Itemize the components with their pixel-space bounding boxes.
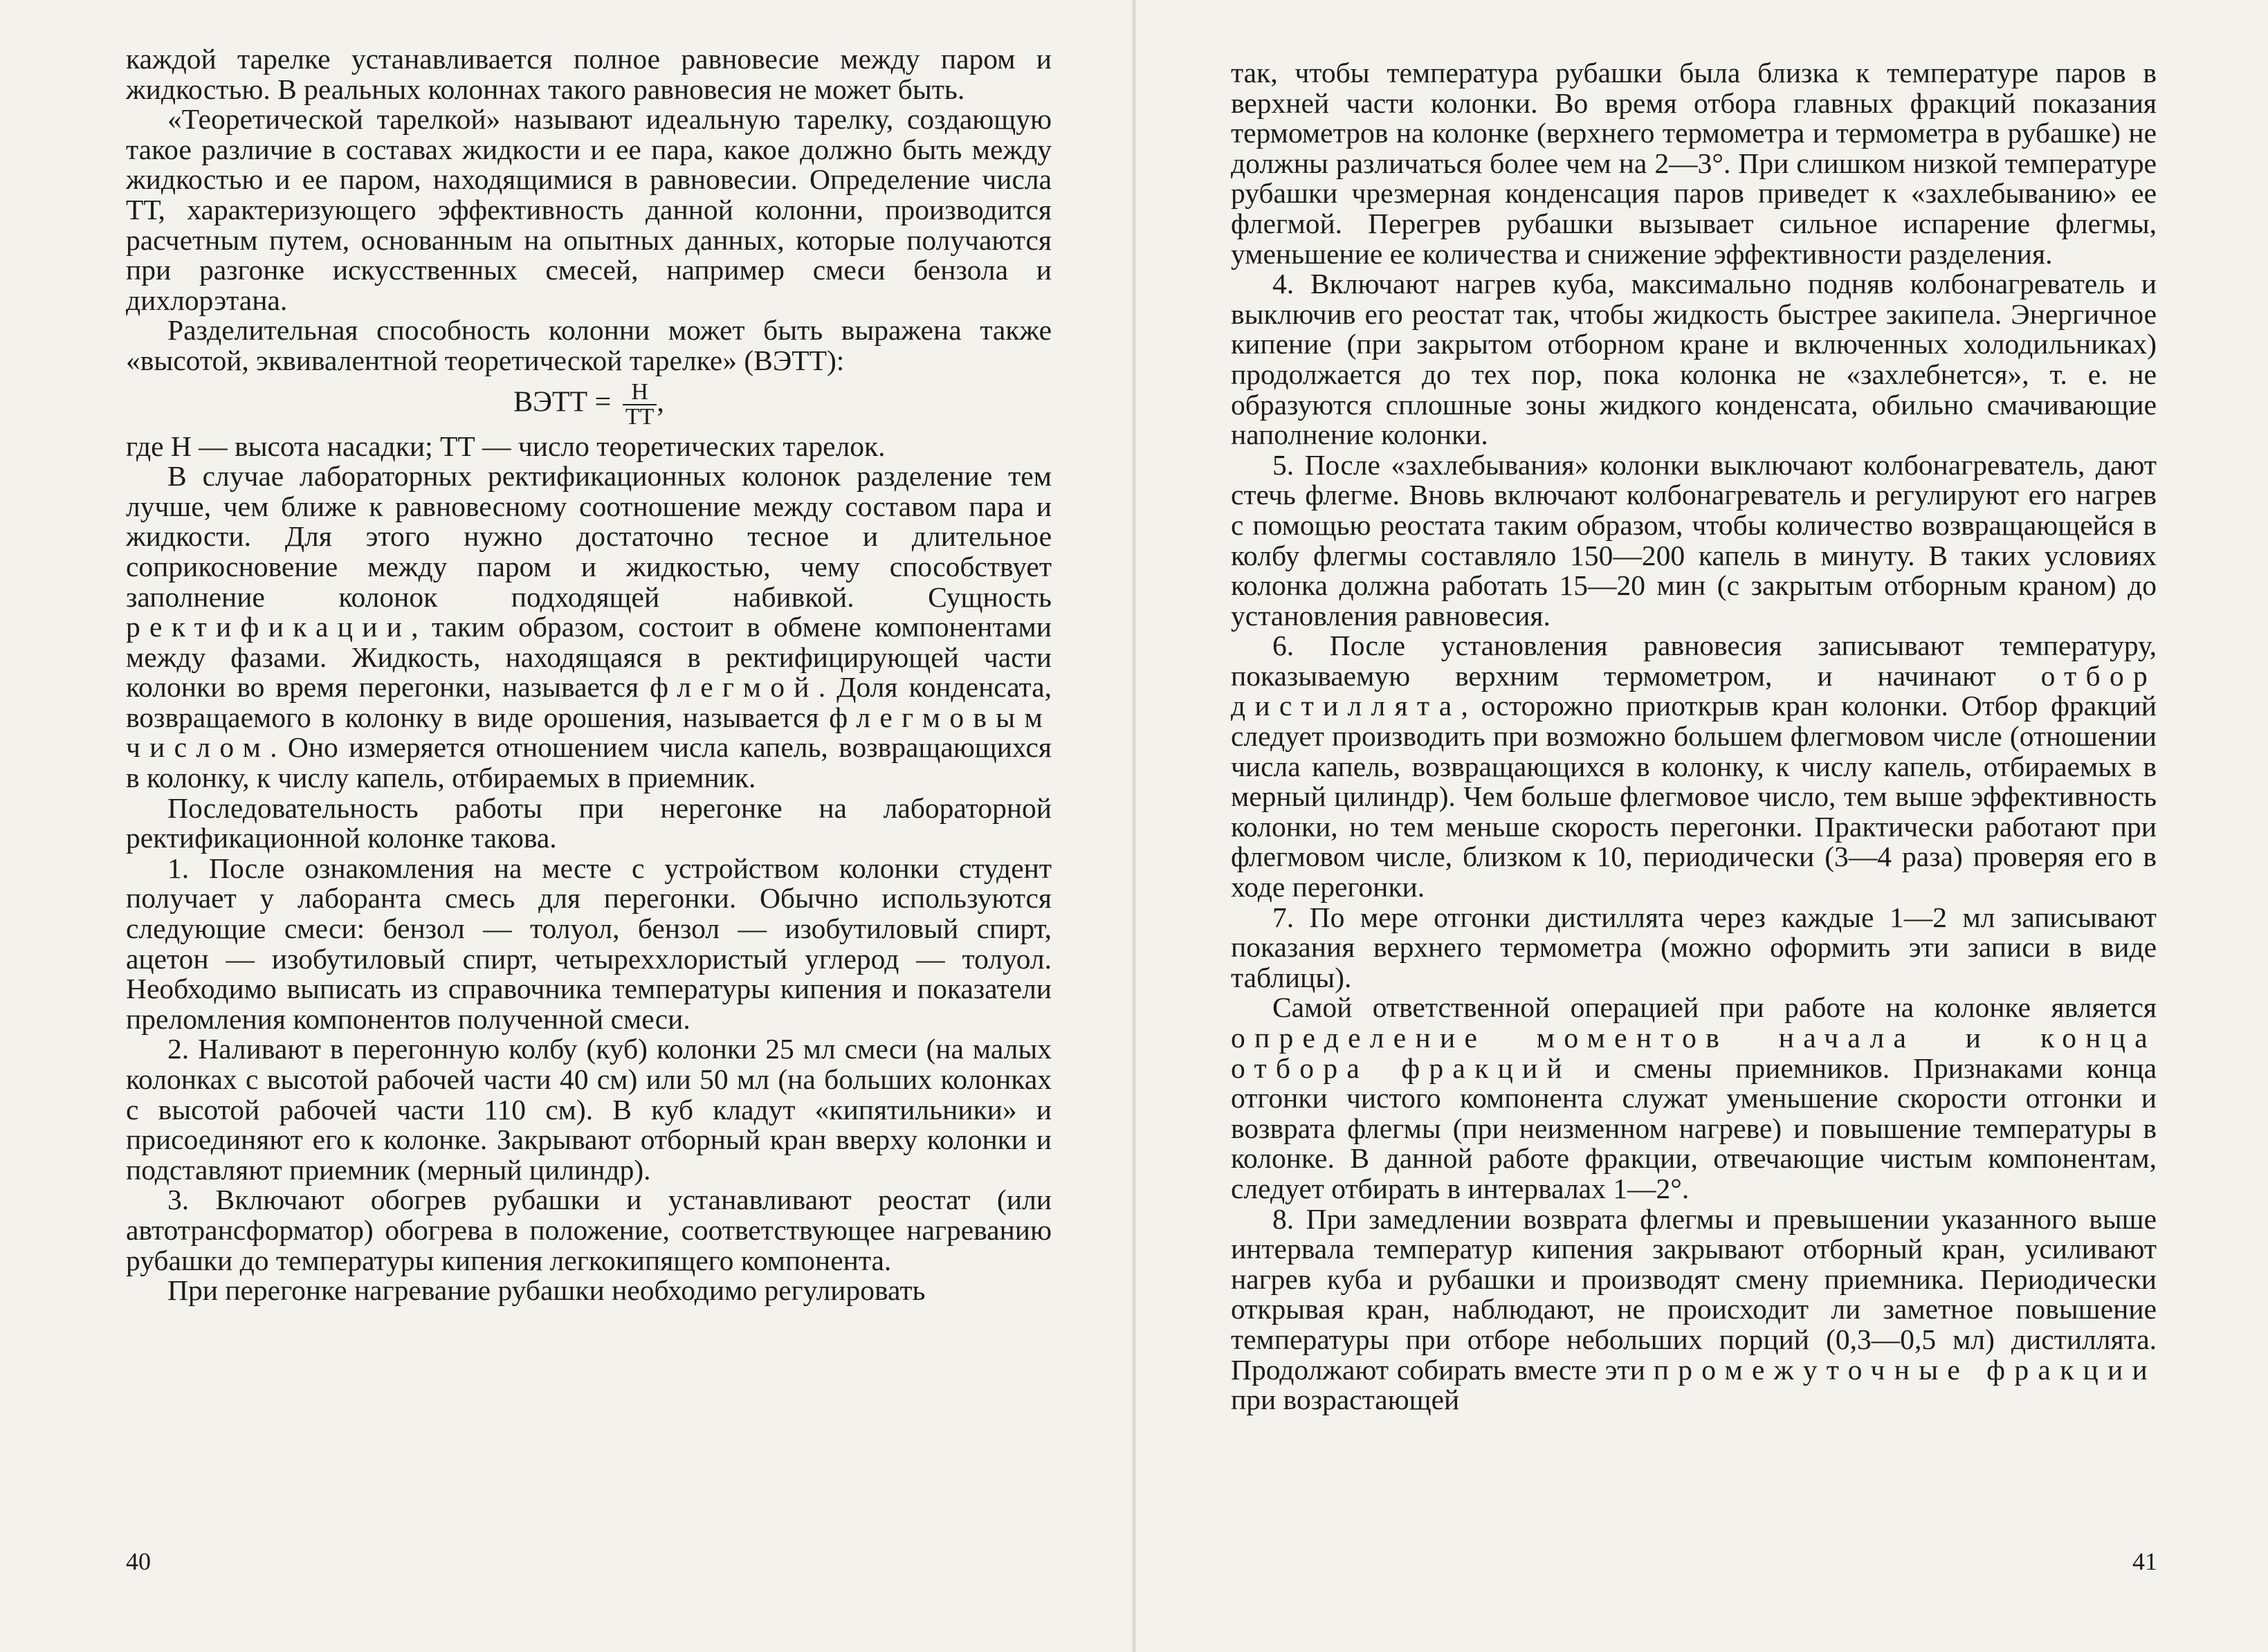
emphasized-term: промежуточные фракции — [1653, 1353, 2157, 1386]
emphasized-term: ректификации — [126, 611, 412, 643]
text-run: 6. После установления равновесия записывают температуру, показываемую верхним термометром, и начинают — [1231, 630, 2157, 692]
formula — [126, 380, 1052, 429]
left-text-column — [126, 44, 1052, 1306]
right-page — [1134, 0, 2268, 1652]
formula-numerator: Н — [623, 380, 657, 405]
step-item: 7. По мере отгонки дистиллята через каждые 1—2 мл записывают показания верхнего термометра (можно оформить эти записи в виде таблицы). — [1231, 901, 2157, 993]
paragraph: При перегонке нагревание рубашки необходимо регулировать — [167, 1274, 926, 1307]
right-text-column — [1231, 58, 2157, 1415]
text-run: . Оно измеряется отношением числа капель, возвращающихся в колонку, к числу капель, отбираемых в приемник. — [126, 731, 1052, 794]
emphasized-term: определение моментов начала и конца отбора фракций — [1231, 1022, 2157, 1084]
paragraph: Разделительная способность колонни может быть выражена также «высотой, эквивалентной теоретической тарелке» (ВЭТТ): — [126, 314, 1052, 376]
step-item: 5. После «захлебывания» колонки выключают колбонагреватель, дают стечь флегме. Вновь включают колбонагреватель и регулируют его нагрев с помощью реостата таким образом, чтобы количество возвращающейся в колбу флегмы составляло 150—200 капель в минуту. В таких условиях колонка должна работать 15—20 мин (с закрытым отборным краном) до установления равновесия. — [1231, 448, 2157, 632]
formula-note: где Н — высота насадки; ТТ — число теоретических тарелок. — [126, 430, 886, 462]
text-run: Самой ответственной операцией при работе на колонке является — [1272, 991, 2157, 1024]
step-item: 1. После ознакомления на месте с устройством колонки студент получает у лаборанта смесь для перегонки. Обычно используются следующие смеси: бензол — толуол, бензол — изобутиловый спирт, ацетон — изобутиловый спирт, четыреххлористый углерод — толуол. Необходимо выписать из справочника температуры кипения и показатели преломления компонентов полученной смеси. — [126, 852, 1052, 1035]
paragraph: Последовательность работы при нерегонке на лабораторной ректификационной колонке такова. — [126, 791, 1052, 854]
step-item: 3. Включают обогрев рубашки и устанавливают реостат (или автотрансформатор) обогрева в положение, соответствующее нагреванию рубашки до температуры кипения легкокипящего компонента. — [126, 1184, 1052, 1276]
text-run: В случае лабораторных ректификационных колонок разделение тем лучше, чем ближе к равновесному соотношение между составом пара и жидкости. Для этого нужно достаточно тесное и длительное соприкосновение между паром и жидкостью, чему способствует заполнение колонок подходящей набивкой. Сущность — [126, 460, 1052, 613]
text-run: . Доля конденсата, возвращаемого в колонку в виде орошения, называется — [126, 671, 1052, 733]
page-number: 41 — [2132, 1548, 2157, 1575]
formula-fraction — [623, 380, 657, 429]
step-item: 2. Наливают в перегонную колбу (куб) колонки 25 мл смеси (на малых колонках с высотой рабочей части 40 см) или 50 мл (на больших колонках с высотой рабочей части 110 см). В куб кладут «кипятильники» и присоединяют его к колонке. Закрывают отборный кран вверху колонки и подставляют приемник (мерный цилиндр). — [126, 1033, 1052, 1186]
text-run: 8. При замедлении возврата флегмы и превышении указанного выше интервала температур кипения закрывают отборный кран, усиливают нагрев куба и рубашки и производят смену приемника. Периодически открывая кран, наблюдают, не происходит ли заметное повышение температуры при отборе небольших порций (0,3—0,5 мл) дистиллята. Продолжают собирать вместе эти — [1231, 1202, 2157, 1386]
paragraph: так, чтобы температура рубашки была близка к температуре паров в верхней части колонки. Во время отбора главных фракций показания термометров на колонке (верхнего термометра и термометра в рубашке) не должны различаться более чем на 2—3°. При слишком низкой температуре рубашки чрезмерная конденсация паров приведет к «захлебыванию» ее флегмой. Перегрев рубашки вызывает сильное испарение флегмы, уменьшение ее количества и снижение эффективности разделения. — [1231, 57, 2157, 270]
step-item — [1231, 1204, 2157, 1415]
formula-lhs: ВЭТТ = — [513, 386, 612, 419]
step-item — [1231, 631, 2157, 902]
emphasized-term: флегмовым числом — [126, 701, 1052, 764]
text-run: , осторожно приоткрыв кран колонки. Отбор фракций следует производить при возможно большем флегмовом числе (отношении числа капель, возвращающихся в колонку, к числу капель, отбираемых в мерный цилиндр). Чем больше флегмовое число, тем выше эффективность колонки, но тем меньше скорость перегонки. Практически работают при флегмовом числе, близком к 10, периодически (3—4 раза) проверяя его в ходе перегонки. — [1231, 690, 2157, 903]
paragraph: каждой тарелке устанавливается полное равновесие между паром и жидкостью. В реальных колоннах такого равновесия не может быть. — [126, 43, 1052, 105]
formula-tail: , — [657, 386, 664, 419]
emphasized-term: отбор дистиллята — [1231, 659, 2157, 722]
text-run: и смены приемников. Признаками конца отгонки чистого компонента служат уменьшение скорости отгонки и возврата флегмы (при неизменном нагреве) и повышение температуры в колонке. В данной работе фракции, отвечающие чистым компонентам, следует отбирать в интервалах 1—2°. — [1231, 1052, 2157, 1204]
paragraph — [1231, 993, 2157, 1204]
step-item: 4. Включают нагрев куба, максимально подняв колбонагреватель и выключив его реостат так, чтобы жидкость быстрее закипела. Энергичное кипение (при закрытом отборном кране и включенных холодильниках) продолжается до тех пор, пока колонка не «захлебнется», т. е. не образуются сплошные зоны жидкого конденсата, обильно смачивающие наполнение колонки. — [1231, 268, 2157, 451]
page-number: 40 — [126, 1548, 151, 1575]
formula-denominator: ТТ — [625, 403, 655, 430]
text-run: при возрастающей — [1231, 1384, 1460, 1416]
emphasized-term: флегмой — [650, 671, 819, 704]
text-run: , таким образом, состоит в обмене компонентами между фазами. Жидкость, находящаяся в ректифицирующей части колонки во время перегонки, называется — [126, 611, 1052, 704]
paragraph: «Теоретической тарелкой» называют идеальную тарелку, создающую такое различие в составах жидкости и ее пара, какое должно быть между жидкостью и ее паром, находящимися в равновесии. Определение числа ТТ, характеризующего эффективность данной колонни, производится расчетным путем, основанным на опытных данных, которые получаются при разгонке искусственных смесей, например смеси бензола и дихлорэтана. — [126, 103, 1052, 316]
paragraph — [126, 461, 1052, 793]
